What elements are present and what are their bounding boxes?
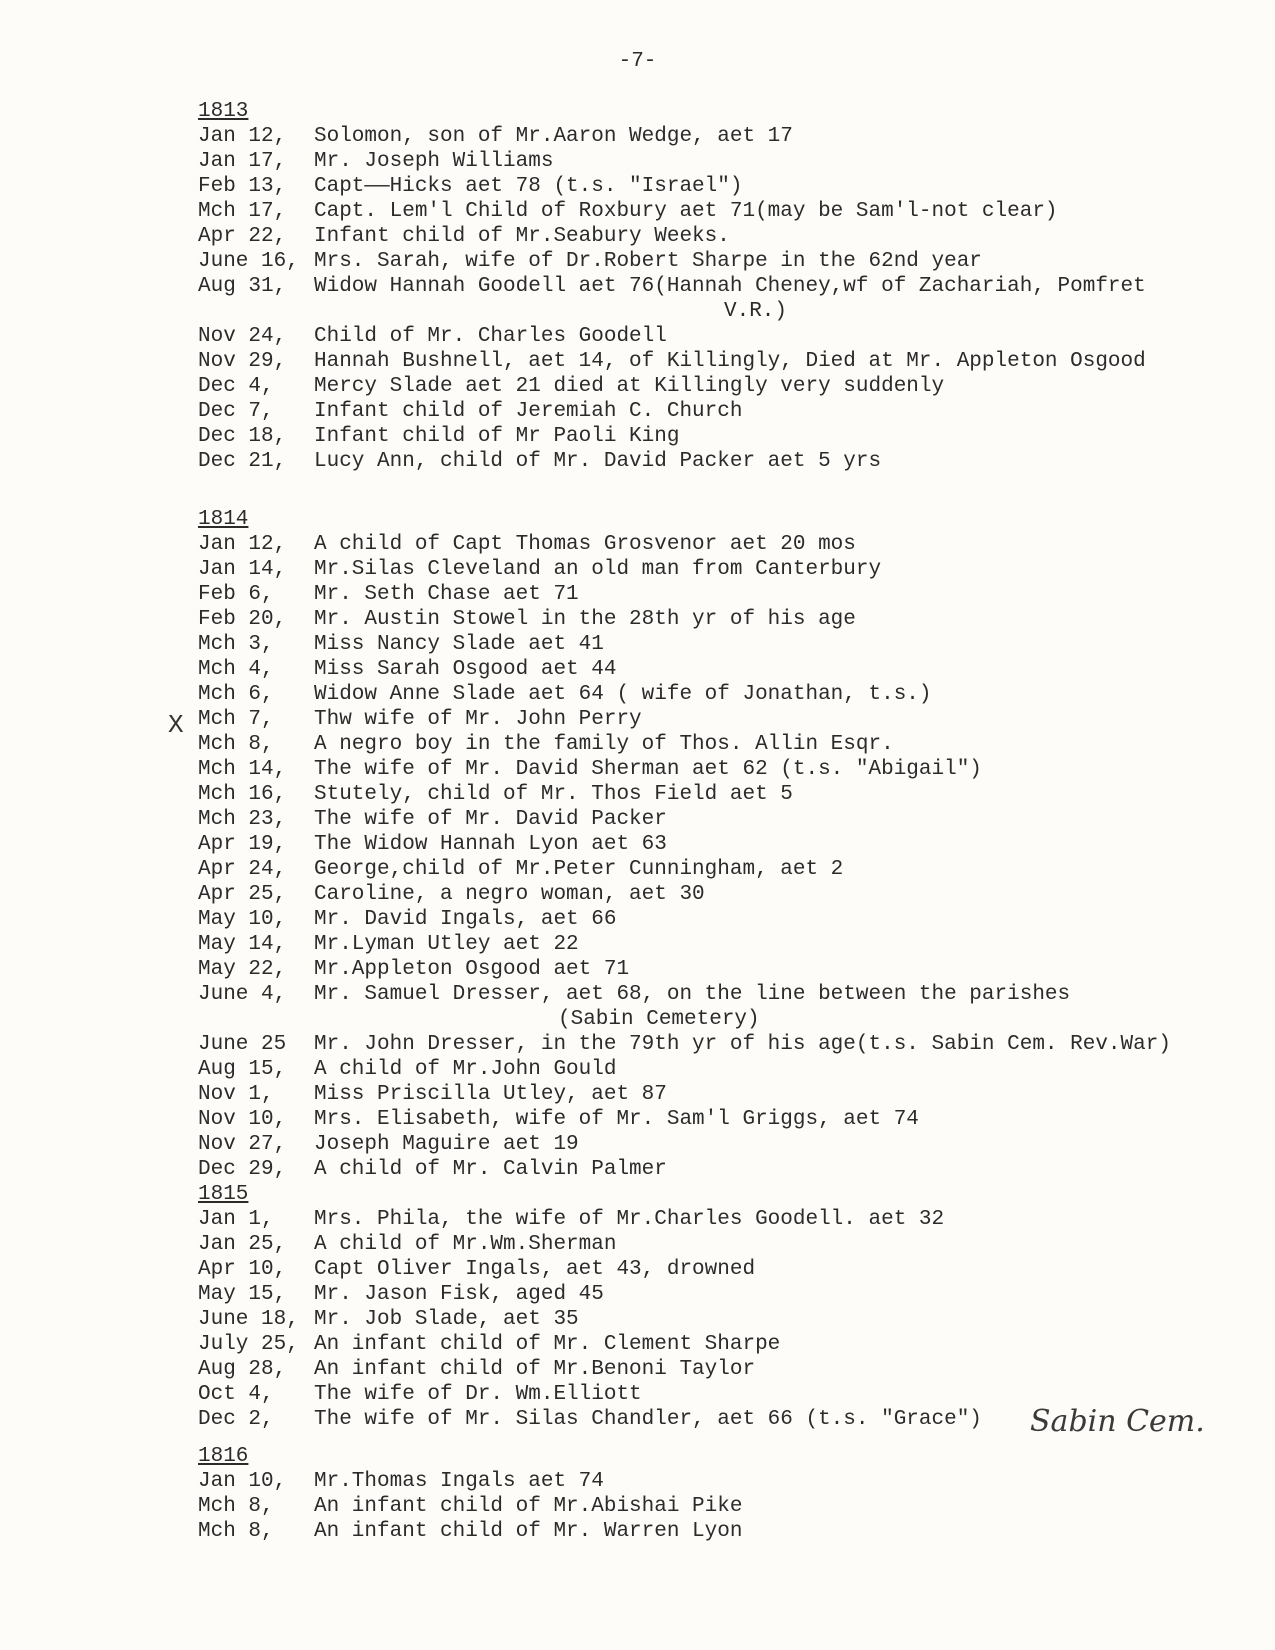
entry-row xyxy=(198,757,1208,782)
entry-date: Aug 31, xyxy=(198,275,287,298)
entry-row xyxy=(198,424,1208,449)
entry-date: Feb 20, xyxy=(198,608,287,631)
entry-date: May 22, xyxy=(198,958,287,981)
entry-row xyxy=(198,374,1208,399)
entry-row xyxy=(198,707,1208,732)
entry-text: Lucy Ann, child of Mr. David Packer aet 5 yrs xyxy=(314,450,882,473)
entry-row xyxy=(198,1057,1208,1082)
entry-text: Miss Sarah Osgood aet 44 xyxy=(314,658,617,681)
entry-date: Mch 16, xyxy=(198,783,287,806)
entry-row xyxy=(198,1282,1208,1307)
entry-date: Apr 10, xyxy=(198,1258,287,1281)
entry-date: June 16, xyxy=(198,250,299,273)
entry-text: Mr.Silas Cleveland an old man from Canterbury xyxy=(314,558,882,581)
entry-date: Nov 27, xyxy=(198,1133,287,1156)
year-heading: 1813 xyxy=(198,100,249,123)
entry-text: Capt. Lem'l Child of Roxbury aet 71(may be Sam'l-not clear) xyxy=(314,200,1058,223)
entry-text: Mr. Samuel Dresser, aet 68, on the line between the parishes xyxy=(314,983,1071,1006)
entry-row xyxy=(198,832,1208,857)
entry-text: Capt——Hicks aet 78 (t.s. "Israel") xyxy=(314,175,743,198)
entry-text: George,child of Mr.Peter Cunningham, aet 2 xyxy=(314,858,844,881)
entry-text: Infant child of Mr.Seabury Weeks. xyxy=(314,225,730,248)
entry-text: An infant child of Mr. Clement Sharpe xyxy=(314,1333,781,1356)
entry-row xyxy=(198,657,1208,682)
entry-date: Dec 21, xyxy=(198,450,287,473)
year-section-1814 xyxy=(198,508,1208,1182)
entry-date: Oct 4, xyxy=(198,1383,274,1406)
entry-date: Mch 23, xyxy=(198,808,287,831)
entry-date: Apr 24, xyxy=(198,858,287,881)
entry-text: Mr. John Dresser, in the 79th yr of his age(t.s. Sabin Cem. Rev.War) xyxy=(314,1033,1171,1056)
entry-row xyxy=(198,1032,1208,1057)
entry-row xyxy=(198,882,1208,907)
entry-text: Mrs. Phila, the wife of Mr.Charles Goodell. aet 32 xyxy=(314,1208,945,1231)
entry-row xyxy=(198,957,1208,982)
entry-text: The Widow Hannah Lyon aet 63 xyxy=(314,833,667,856)
entry-date: Jan 12, xyxy=(198,125,287,148)
entry-text: Thw wife of Mr. John Perry xyxy=(314,708,642,731)
entry-row xyxy=(198,732,1208,757)
year-heading: 1815 xyxy=(198,1183,249,1206)
entry-text: Stutely, child of Mr. Thos Field aet 5 xyxy=(314,783,793,806)
entry-text: Mercy Slade aet 21 died at Killingly very suddenly xyxy=(314,375,945,398)
entry-row xyxy=(198,1257,1208,1282)
page-number: -7- xyxy=(618,50,657,73)
entry-date: June 4, xyxy=(198,983,287,1006)
entry-date: May 15, xyxy=(198,1283,287,1306)
entry-date: Jan 25, xyxy=(198,1233,287,1256)
entry-date: Aug 15, xyxy=(198,1058,287,1081)
entry-date: May 10, xyxy=(198,908,287,931)
entry-date: Feb 6, xyxy=(198,583,274,606)
entry-text: A child of Mr.John Gould xyxy=(314,1058,617,1081)
entry-date: Mch 7, xyxy=(198,708,274,731)
entry-text: Infant child of Mr Paoli King xyxy=(314,425,680,448)
entry-row xyxy=(198,1132,1208,1157)
entry-date: Nov 29, xyxy=(198,350,287,373)
entry-row xyxy=(198,274,1208,299)
entry-text: Miss Priscilla Utley, aet 87 xyxy=(314,1083,667,1106)
entry-row xyxy=(198,124,1208,149)
entry-text: A child of Mr.Wm.Sherman xyxy=(314,1233,617,1256)
entry-row xyxy=(198,632,1208,657)
entry-text: Mr. Job Slade, aet 35 xyxy=(314,1308,579,1331)
entry-date: Dec 2, xyxy=(198,1408,274,1431)
entry-row xyxy=(198,857,1208,882)
entry-row xyxy=(198,1332,1208,1357)
entry-text: Widow Anne Slade aet 64 ( wife of Jonathan, t.s.) xyxy=(314,683,932,706)
entry-row xyxy=(198,324,1208,349)
entry-row xyxy=(198,582,1208,607)
entry-row xyxy=(198,174,1208,199)
entry-date: Mch 14, xyxy=(198,758,287,781)
entry-row xyxy=(198,1494,1208,1519)
entry-date: Jan 17, xyxy=(198,150,287,173)
entry-text: An infant child of Mr.Abishai Pike xyxy=(314,1495,743,1518)
entry-text: Mr.Appleton Osgood aet 71 xyxy=(314,958,630,981)
entry-date: Jan 1, xyxy=(198,1208,274,1231)
entry-text: Mr. David Ingals, aet 66 xyxy=(314,908,617,931)
year-section-1816 xyxy=(198,1445,1208,1544)
entry-row xyxy=(198,1357,1208,1382)
entry-date: May 14, xyxy=(198,933,287,956)
check-mark-icon: X xyxy=(168,710,184,740)
entry-row xyxy=(198,1107,1208,1132)
entry-continuation: V.R.) xyxy=(724,300,788,323)
entry-row xyxy=(198,224,1208,249)
year-heading: 1816 xyxy=(198,1445,249,1468)
entry-date: Nov 10, xyxy=(198,1108,287,1131)
entry-text: Mrs. Sarah, wife of Dr.Robert Sharpe in the 62nd year xyxy=(314,250,982,273)
entry-row xyxy=(198,907,1208,932)
entry-text: The wife of Mr. David Sherman aet 62 (t.s. "Abigail") xyxy=(314,758,982,781)
entry-text: Child of Mr. Charles Goodell xyxy=(314,325,667,348)
entry-date: June 18, xyxy=(198,1308,299,1331)
entry-row xyxy=(198,249,1208,274)
entry-row xyxy=(198,607,1208,632)
entry-date: Dec 18, xyxy=(198,425,287,448)
entry-date: Dec 4, xyxy=(198,375,274,398)
entry-text: Mr.Thomas Ingals aet 74 xyxy=(314,1470,604,1493)
entry-date: Apr 22, xyxy=(198,225,287,248)
entry-row xyxy=(198,532,1208,557)
entry-date: Apr 25, xyxy=(198,883,287,906)
entry-date: Mch 8, xyxy=(198,1520,274,1543)
entry-date: Feb 13, xyxy=(198,175,287,198)
entry-text: A negro boy in the family of Thos. Allin Esqr. xyxy=(314,733,894,756)
entry-row xyxy=(198,199,1208,224)
entry-text: An infant child of Mr.Benoni Taylor xyxy=(314,1358,756,1381)
entry-date: Aug 28, xyxy=(198,1358,287,1381)
year-section-1815 xyxy=(198,1183,1208,1432)
entry-date: Mch 3, xyxy=(198,633,274,656)
entry-date: Jan 10, xyxy=(198,1470,287,1493)
handwritten-note: Sabin Cem. xyxy=(1030,1404,1205,1439)
entry-text: Infant child of Jeremiah C. Church xyxy=(314,400,743,423)
entry-row xyxy=(198,1157,1208,1182)
entry-text: Miss Nancy Slade aet 41 xyxy=(314,633,604,656)
entry-date: July 25, xyxy=(198,1333,299,1356)
entry-row xyxy=(198,349,1208,374)
entry-row xyxy=(198,782,1208,807)
entry-text: Mr. Seth Chase aet 71 xyxy=(314,583,579,606)
entry-row xyxy=(198,1207,1208,1232)
entry-text: Solomon, son of Mr.Aaron Wedge, aet 17 xyxy=(314,125,793,148)
year-section-1813 xyxy=(198,100,1208,474)
entry-text: A child of Capt Thomas Grosvenor aet 20 mos xyxy=(314,533,856,556)
entry-date: June 25 xyxy=(198,1033,287,1056)
entry-date: Apr 19, xyxy=(198,833,287,856)
entry-text: Mr. Joseph Williams xyxy=(314,150,554,173)
entry-date: Dec 29, xyxy=(198,1158,287,1181)
entry-row xyxy=(198,1519,1208,1544)
entry-row xyxy=(198,1232,1208,1257)
entry-date: Nov 1, xyxy=(198,1083,274,1106)
entry-date: Nov 24, xyxy=(198,325,287,348)
entry-row xyxy=(198,682,1208,707)
entry-text: Widow Hannah Goodell aet 76(Hannah Cheney,wf of Zachariah, Pomfret xyxy=(314,275,1146,298)
entry-text: Joseph Maguire aet 19 xyxy=(314,1133,579,1156)
entry-text: Mr.Lyman Utley aet 22 xyxy=(314,933,579,956)
entry-text: Mr. Jason Fisk, aged 45 xyxy=(314,1283,604,1306)
year-heading: 1814 xyxy=(198,508,249,531)
entry-date: Mch 6, xyxy=(198,683,274,706)
entry-row xyxy=(198,982,1208,1007)
entry-text: Mr. Austin Stowel in the 28th yr of his age xyxy=(314,608,856,631)
entry-date: Jan 12, xyxy=(198,533,287,556)
entry-row xyxy=(198,1469,1208,1494)
entry-row xyxy=(198,1307,1208,1332)
entry-row xyxy=(198,149,1208,174)
entry-row xyxy=(198,932,1208,957)
entry-text: A child of Mr. Calvin Palmer xyxy=(314,1158,667,1181)
entry-row xyxy=(198,807,1208,832)
entry-text: The wife of Mr. Silas Chandler, aet 66 (t.s. "Grace") xyxy=(314,1408,982,1431)
entry-row xyxy=(198,1082,1208,1107)
entry-row xyxy=(198,399,1208,424)
entry-date: Mch 4, xyxy=(198,658,274,681)
entry-text: The wife of Mr. David Packer xyxy=(314,808,667,831)
entry-continuation: (Sabin Cemetery) xyxy=(558,1008,760,1031)
entry-text: Mrs. Elisabeth, wife of Mr. Sam'l Griggs, aet 74 xyxy=(314,1108,919,1131)
entry-date: Jan 14, xyxy=(198,558,287,581)
entry-text: An infant child of Mr. Warren Lyon xyxy=(314,1520,743,1543)
entry-date: Mch 17, xyxy=(198,200,287,223)
entry-date: Mch 8, xyxy=(198,733,274,756)
entry-text: Caroline, a negro woman, aet 30 xyxy=(314,883,705,906)
entry-date: Dec 7, xyxy=(198,400,274,423)
entry-date: Mch 8, xyxy=(198,1495,274,1518)
entry-row xyxy=(198,557,1208,582)
entry-row xyxy=(198,449,1208,474)
entry-text: Hannah Bushnell, aet 14, of Killingly, Died at Mr. Appleton Osgood xyxy=(314,350,1146,373)
entry-text: The wife of Dr. Wm.Elliott xyxy=(314,1383,642,1406)
entry-text: Capt Oliver Ingals, aet 43, drowned xyxy=(314,1258,756,1281)
